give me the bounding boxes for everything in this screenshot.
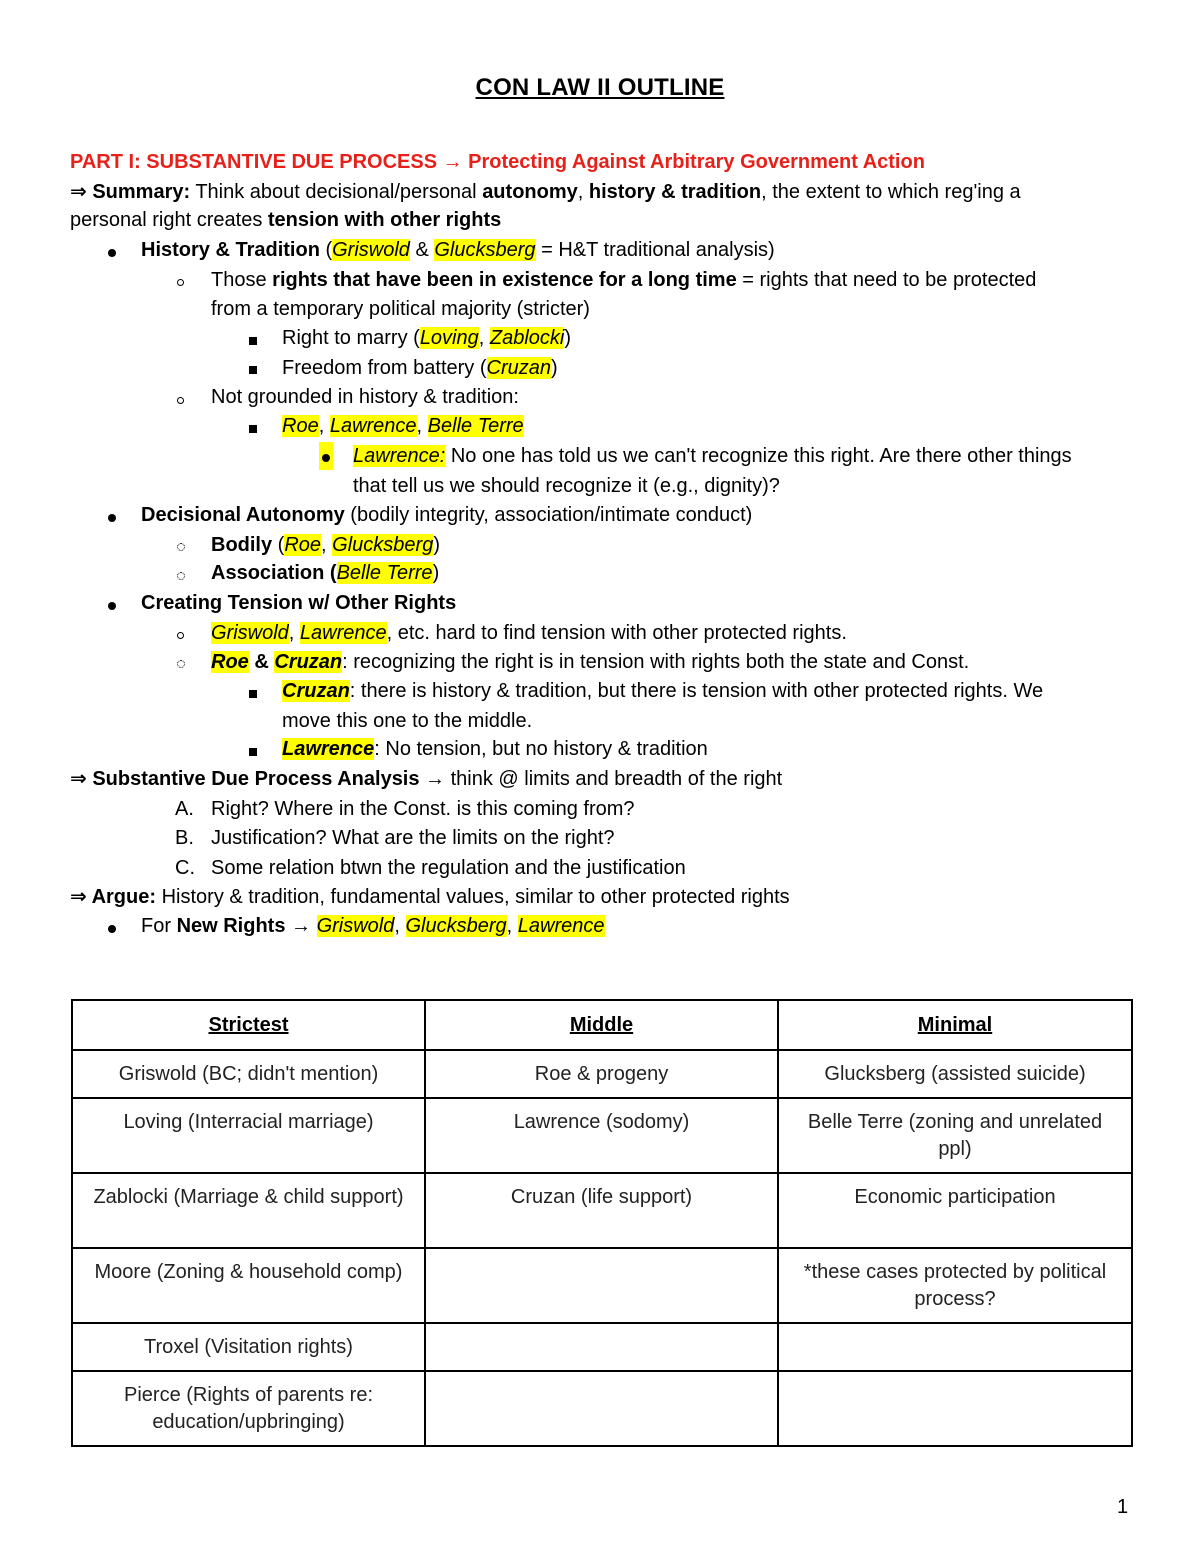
bullet-dotted-circle-icon: [177, 531, 185, 559]
not-grounded-cases: [282, 412, 524, 440]
freedom-from-battery: [282, 354, 558, 382]
table-cell: Economic participation: [778, 1173, 1132, 1248]
part-heading: PART I: SUBSTANTIVE DUE PROCESS → Protecting Against Arbitrary Government Action: [70, 151, 925, 173]
sdp-item: Some relation btwn the regulation and the justification: [211, 857, 686, 879]
scrutiny-table: [71, 999, 1133, 1447]
table-cell: [425, 1323, 778, 1371]
bullet-square-icon: [249, 325, 257, 353]
right-to-marry: [282, 324, 571, 352]
text: ): [433, 534, 440, 556]
bullet-square-icon: [249, 354, 257, 382]
text: ): [432, 562, 440, 584]
table-row: [72, 1098, 1132, 1173]
ct-line-2: [211, 648, 969, 676]
ct-heading: Creating Tension w/ Other Rights: [141, 592, 457, 614]
lawrence-note: [353, 442, 1072, 470]
text: Those: [211, 269, 273, 291]
case-belle-terre: Belle Terre: [336, 562, 433, 584]
table-row: [72, 1173, 1132, 1248]
table-cell: Glucksberg (assisted suicide): [778, 1050, 1132, 1098]
da-heading: [141, 501, 752, 529]
text: No one has told us we can't recognize this right. Are there other things: [445, 445, 1072, 467]
text: ,: [394, 915, 406, 937]
table-cell: [778, 1371, 1132, 1446]
text: ,: [321, 534, 333, 556]
text: New Rights →: [176, 915, 312, 937]
summary-label: Summary:: [92, 181, 191, 203]
text: ,: [416, 415, 428, 437]
bullet-dot-icon: [319, 442, 333, 470]
case-glucksberg: Glucksberg: [434, 239, 536, 261]
sdp-item: Right? Where in the Const. is this coming from?: [211, 798, 635, 820]
text: = H&T traditional analysis): [535, 239, 775, 261]
col-header-minimal: Minimal: [778, 1000, 1132, 1050]
table-cell: [425, 1371, 778, 1446]
text: , etc. hard to find tension with other protected rights.: [386, 622, 847, 644]
table-row: [72, 1248, 1132, 1323]
arrow-icon: ⇒: [70, 181, 87, 203]
da-bodily: [211, 531, 440, 559]
case-cruzan: Cruzan: [486, 357, 551, 379]
case-glucksberg: Glucksberg: [405, 915, 507, 937]
table-cell: [425, 1248, 778, 1323]
table-header-row: [72, 1000, 1132, 1050]
col-header-strictest: Strictest: [72, 1000, 425, 1050]
ht-sub-1-cont: from a temporary political majority (stricter): [211, 298, 590, 320]
text: ,: [478, 327, 490, 349]
case-griswold: Griswold: [211, 622, 289, 644]
lawrence-note-cont: that tell us we should recognize it (e.g., dignity)?: [353, 475, 780, 497]
da-label: Decisional Autonomy: [141, 504, 345, 526]
case-roe: Roe: [282, 415, 319, 437]
case-lawrence: Lawrence:: [353, 445, 446, 467]
da-association: [211, 559, 439, 587]
text: (: [272, 534, 285, 556]
table-cell: Pierce (Rights of parents re: education/upbringing): [72, 1371, 425, 1446]
summary-history: history & tradition: [588, 181, 762, 203]
ct-lawrence: [282, 735, 708, 763]
sdp-item-letter: B.: [175, 827, 194, 849]
table-cell: [778, 1323, 1132, 1371]
case-lawrence: Lawrence: [329, 415, 417, 437]
text: Freedom from battery (: [282, 357, 487, 379]
document-title: CON LAW II OUTLINE: [475, 74, 725, 101]
text: ,: [506, 915, 518, 937]
bullet-square-icon: [249, 736, 257, 764]
bullet-dot-icon: [108, 913, 116, 941]
sdp-item-letter: C.: [175, 857, 195, 879]
bullet-dotted-circle-icon: [177, 648, 185, 676]
table-cell: Roe & progeny: [425, 1050, 778, 1098]
text: (: [319, 239, 333, 261]
case-griswold: Griswold: [332, 239, 410, 261]
ct-cruzan-cont: move this one to the middle.: [282, 710, 533, 732]
text: &: [248, 651, 275, 673]
text: Bodily: [211, 534, 273, 556]
table-cell: Troxel (Visitation rights): [72, 1323, 425, 1371]
case-zablocki: Zablocki: [489, 327, 565, 349]
text: ): [564, 327, 572, 349]
table-row: [72, 1050, 1132, 1098]
sdp-item-letter: A.: [175, 798, 194, 820]
summary-autonomy: autonomy: [482, 181, 578, 203]
text: : No tension, but no history & tradition: [374, 738, 708, 760]
table-cell: Belle Terre (zoning and unrelated ppl): [778, 1098, 1132, 1173]
text: For: [141, 915, 177, 937]
case-lawrence: Lawrence: [299, 622, 387, 644]
ct-line-1: [211, 619, 847, 647]
bullet-circle-icon: [177, 384, 184, 412]
table-row: [72, 1371, 1132, 1446]
text: ): [551, 357, 558, 379]
summary-text: Think about decisional/personal: [190, 181, 483, 203]
argue-heading: [70, 883, 790, 911]
table-cell: Lawrence (sodomy): [425, 1098, 778, 1173]
summary-line-1: [70, 178, 1021, 206]
bullet-square-icon: [249, 678, 257, 706]
summary-line-2: [70, 206, 501, 234]
case-lawrence: Lawrence: [517, 915, 605, 937]
table-cell: *these cases protected by political process?: [778, 1248, 1132, 1323]
ht-heading: [141, 236, 775, 264]
bullet-dot-icon: [108, 590, 116, 618]
arrow-icon: ⇒: [70, 886, 87, 908]
table-cell: Cruzan (life support): [425, 1173, 778, 1248]
bullet-dotted-circle-icon: [177, 560, 185, 588]
bullet-circle-icon: [177, 266, 184, 294]
case-cruzan: Cruzan: [274, 651, 343, 673]
text: → think @ limits and breadth of the right: [419, 768, 783, 790]
bullet-dot-icon: [108, 237, 116, 265]
text: ,: [318, 415, 330, 437]
table-row: [72, 1323, 1132, 1371]
text: ,: [288, 622, 300, 644]
case-roe: Roe: [284, 534, 322, 556]
case-glucksberg: Glucksberg: [332, 534, 434, 556]
text: History & tradition, fundamental values, similar to other protected rights: [156, 886, 790, 908]
summary-text: ,: [577, 181, 589, 203]
argue-new-rights: [141, 912, 605, 940]
summary-text: personal right creates: [70, 209, 268, 231]
text: (bodily integrity, association/intimate conduct): [344, 504, 753, 526]
col-header-middle: Middle: [425, 1000, 778, 1050]
table-cell: Griswold (BC; didn't mention): [72, 1050, 425, 1098]
not-grounded: Not grounded in history & tradition:: [211, 386, 519, 408]
summary-tension: tension with other rights: [267, 209, 502, 231]
case-cruzan: Cruzan: [282, 680, 350, 702]
arrow-icon: ⇒: [70, 768, 87, 790]
ct-cruzan: [282, 677, 1043, 705]
text: = rights that need to be protected: [736, 269, 1037, 291]
table-cell: Loving (Interracial marriage): [72, 1098, 425, 1173]
ht-label: History & Tradition: [141, 239, 320, 261]
bullet-circle-icon: [177, 619, 184, 647]
page-number: 1: [1117, 1496, 1129, 1518]
ht-sub-1: [211, 266, 1036, 294]
table-cell: Zablocki (Marriage & child support): [72, 1173, 425, 1248]
text: Right to marry (: [282, 327, 420, 349]
case-belle-terre: Belle Terre: [427, 415, 524, 437]
text: &: [409, 239, 435, 261]
text: : there is history & tradition, but there is tension with other protected rights. We: [349, 680, 1044, 702]
case-lawrence: Lawrence: [282, 738, 375, 760]
bullet-square-icon: [249, 413, 257, 441]
text: rights that have been in existence for a long time: [272, 269, 737, 291]
argue-label: Argue:: [86, 886, 157, 908]
text: Association (: [211, 562, 337, 584]
case-loving: Loving: [419, 327, 479, 349]
case-roe: Roe: [211, 651, 249, 673]
text: : recognizing the right is in tension with rights both the state and Const.: [342, 651, 970, 673]
sdp-label: Substantive Due Process Analysis: [86, 768, 420, 790]
summary-text: , the extent to which reg'ing a: [761, 181, 1021, 203]
bullet-dot-icon: [108, 502, 116, 530]
table-cell: Moore (Zoning & household comp): [72, 1248, 425, 1323]
sdp-item: Justification? What are the limits on the right?: [211, 827, 615, 849]
case-griswold: Griswold: [316, 915, 395, 937]
sdp-heading: [70, 765, 782, 793]
